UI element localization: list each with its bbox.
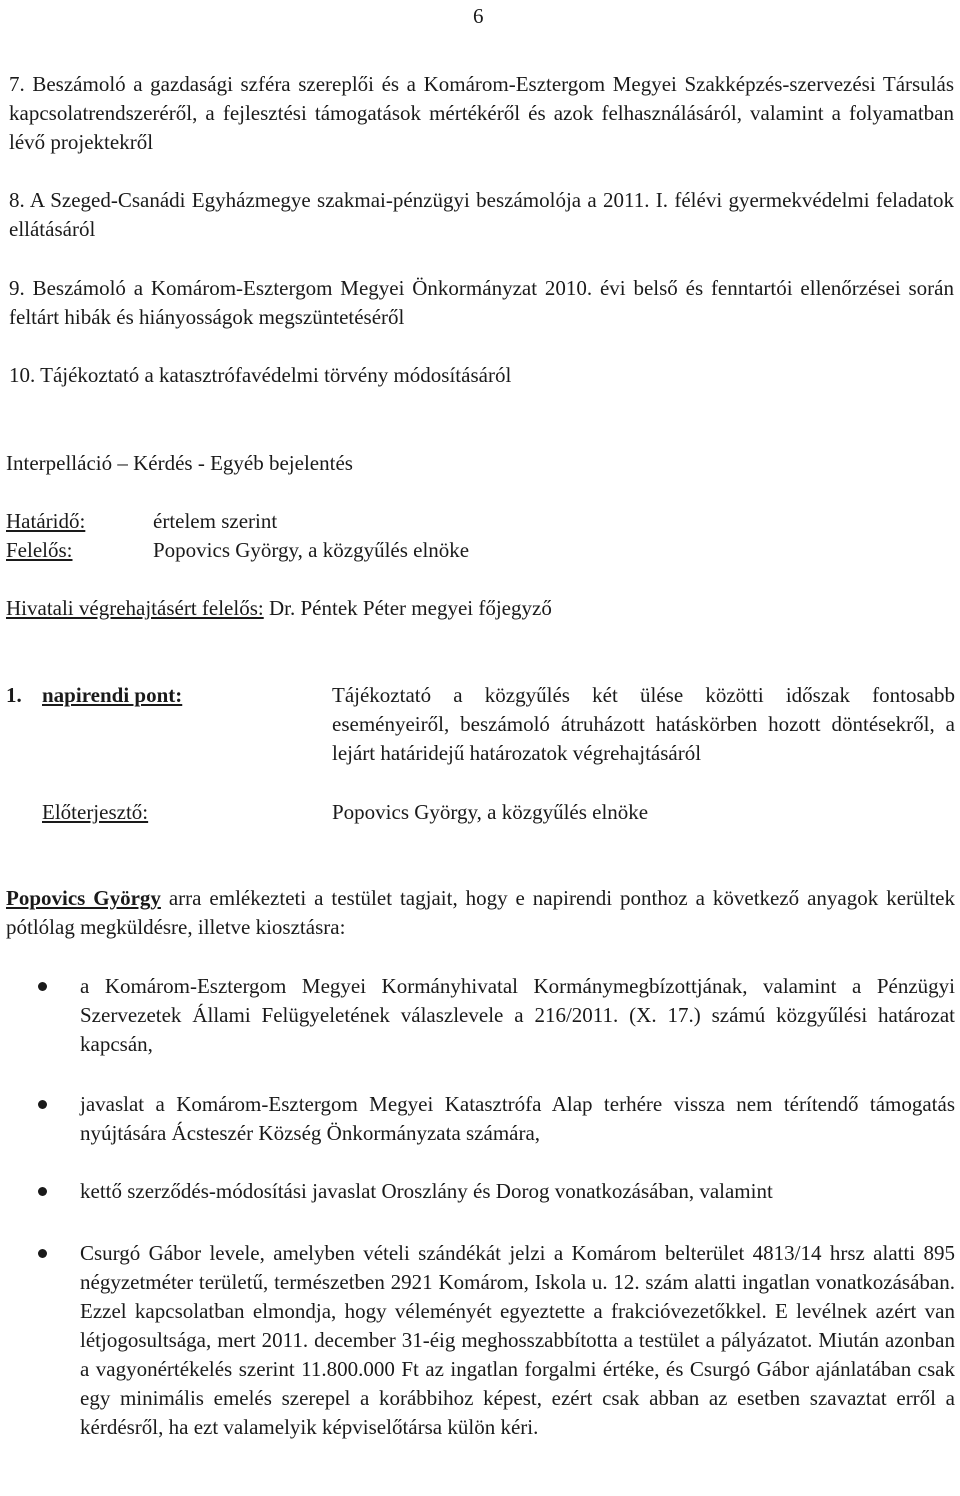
agenda-item-text: Beszámoló a Komárom-Esztergom Megyei Önkormányzat 2010. évi belső és fenntartói ellenőrzései során feltárt hibák és hiányosságok megszüntetéséről bbox=[9, 276, 954, 329]
office-value: Dr. Péntek Péter megyei főjegyző bbox=[268, 596, 552, 620]
office-label: Hivatali végrehajtásért felelős: bbox=[6, 596, 264, 620]
napirend-number: 1. bbox=[6, 683, 22, 707]
presenter-label: Előterjesztő: bbox=[42, 800, 149, 824]
agenda-item-text: Beszámoló a gazdasági szféra szereplői és a Komárom-Esztergom Megyei Szakképzés-szervezési Társulás kapcsolatrendszeréről, a fejlesztési támogatások mértékéről és azok felhasználásáról, valamint a folyamatban lévő projektekről bbox=[9, 72, 955, 154]
agenda-item-text: A Szeged-Csanádi Egyházmegye szakmai-pénzügyi beszámolója a 2011. I. félévi gyermekvédelmi feladatok ellátásáról bbox=[9, 188, 954, 241]
speaker-name: Popovics György bbox=[6, 886, 161, 910]
agenda-item-number: 8. bbox=[9, 188, 25, 212]
deadline-value: értelem szerint bbox=[153, 509, 278, 533]
agenda-item-number: 10. bbox=[9, 363, 36, 387]
napirend-title: Tájékoztató a közgyűlés két ülése közötti időszak fontosabb eseményeiről, beszámoló átruházott hatáskörben hozott döntésekről, a lejárt határidejű határozatok végrehajtásáról bbox=[332, 683, 955, 765]
agenda-item-8 bbox=[9, 186, 954, 244]
list-item: javaslat a Komárom-Esztergom Megyei Katasztrófa Alap terhére vissza nem térítendő támogatás nyújtására Ácsteszér Község Önkormányzata számára, bbox=[80, 1092, 955, 1145]
page-number: 6 bbox=[473, 4, 484, 28]
list-item: Csurgó Gábor levele, amelyben vételi szándékát jelzi a Komárom belterület 4813/14 hrsz alatti 895 négyzetméter területű, természetben 2921 Komárom, Iskola u. 12. szám alatti ingatlan vonatkozásában. Ezzel kapcsolatban elmondja, hogy véleményét egyeztette a frakcióvezetőkkel. E levélnek azért van létjogosultsága, mert 2011. december 31-éig meghosszabbította a testület a pályázatot. Miután azonban a vagyonértékelés szerint 11.800.000 Ft az ingatlan forgalmi értéke, és Csurgó Gábor ajánlatában csak egy minimális emelés szerepel a korábbihoz képest, ezért csak abban az esetben szavaztat erről a kérdésről, ha ezt valamelyik képviselőtársa külön kéri. bbox=[80, 1241, 955, 1439]
agenda-item-10 bbox=[9, 361, 954, 390]
napirend-label: napirendi pont: bbox=[42, 683, 183, 707]
list-item: kettő szerződés-módosítási javaslat Oroszlány és Dorog vonatkozásában, valamint bbox=[80, 1179, 773, 1203]
speech-paragraph bbox=[6, 884, 955, 942]
responsible-value: Popovics György, a közgyűlés elnöke bbox=[153, 538, 470, 562]
bullet-icon bbox=[38, 1187, 47, 1196]
bullet-icon bbox=[38, 1100, 47, 1109]
agenda-item-9 bbox=[9, 274, 954, 332]
office-responsible bbox=[6, 594, 552, 623]
agenda-item-number: 7. bbox=[9, 72, 25, 96]
speech-text: arra emlékezteti a testület tagjait, hogy e napirendi ponthoz a következő anyagok kerültek pótlólag megküldésre, illetve kiosztásra: bbox=[6, 886, 955, 939]
agenda-item-text: Tájékoztató a katasztrófavédelmi törvény módosításáról bbox=[40, 363, 512, 387]
agenda-item-7 bbox=[9, 70, 954, 157]
responsible-label: Felelős: bbox=[6, 538, 73, 562]
presenter-name: Popovics György, a közgyűlés elnöke bbox=[332, 800, 649, 824]
bullet-icon bbox=[38, 982, 47, 991]
list-item: a Komárom-Esztergom Megyei Kormányhivatal Kormánymegbízottjának, valamint a Pénzügyi Szervezetek Állami Felügyeletének válaszlevele a 216/2011. (X. 17.) számú közgyűlési határozat kapcsán, bbox=[80, 974, 955, 1056]
bullet-icon bbox=[38, 1249, 47, 1258]
interpellation-heading: Interpelláció – Kérdés - Egyéb bejelentés bbox=[6, 451, 353, 475]
agenda-item-number: 9. bbox=[9, 276, 25, 300]
deadline-label: Határidő: bbox=[6, 509, 86, 533]
